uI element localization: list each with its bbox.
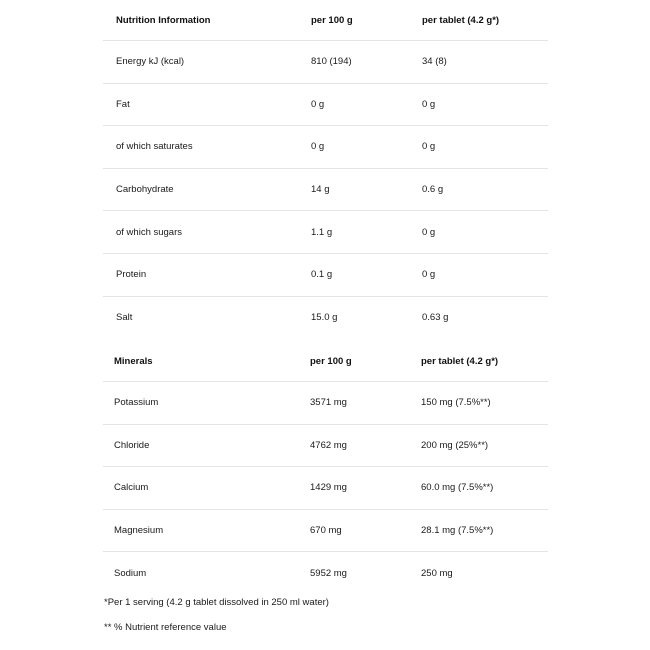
minerals-header-row — [103, 341, 548, 382]
table-row — [103, 297, 548, 340]
nutrient-name: Protein — [116, 269, 147, 281]
value-per100g: 670 mg — [310, 525, 342, 537]
value-per-tablet: 0 g — [422, 98, 436, 110]
table-row — [103, 169, 548, 212]
value-per-tablet: 34 (8) — [422, 56, 447, 68]
footnote-serving: *Per 1 serving (4.2 g tablet dissolved in 250 ml water) — [104, 597, 329, 608]
value-per100g: 14 g — [311, 184, 330, 196]
value-per100g: 0.1 g — [311, 269, 333, 281]
nutrient-name: Fat — [116, 98, 130, 110]
value-per100g: 0 g — [311, 98, 325, 110]
footnote-nrv: ** % Nutrient reference value — [104, 622, 227, 633]
nutrition-header-label: Nutrition Information — [116, 14, 211, 26]
nutrient-name: Carbohydrate — [116, 184, 174, 196]
value-per100g: 0 g — [311, 141, 325, 153]
table-row — [103, 382, 548, 425]
table-row — [103, 84, 548, 127]
value-per100g: 3571 mg — [310, 397, 347, 409]
minerals-header-label: Minerals — [114, 355, 153, 367]
table-row — [103, 467, 548, 510]
minerals-table — [103, 341, 548, 595]
value-per-tablet: 28.1 mg (7.5%**) — [421, 525, 494, 537]
nutrient-name: of which sugars — [116, 226, 183, 238]
value-per-tablet: 0.63 g — [422, 312, 449, 324]
table-row — [103, 254, 548, 297]
mineral-name: Chloride — [114, 439, 150, 451]
value-per-tablet: 250 mg — [421, 568, 453, 580]
table-row — [103, 552, 548, 595]
value-per100g: 5952 mg — [310, 568, 347, 580]
nutrient-name: Salt — [116, 312, 133, 324]
minerals-header-per-tablet: per tablet (4.2 g*) — [421, 355, 499, 367]
value-per-tablet: 200 mg (25%**) — [421, 439, 489, 451]
table-row — [103, 41, 548, 84]
value-per100g: 4762 mg — [310, 439, 347, 451]
nutrition-table — [103, 0, 548, 339]
value-per-tablet: 0.6 g — [422, 184, 444, 196]
mineral-name: Potassium — [114, 397, 159, 409]
footnotes — [104, 590, 329, 640]
nutrition-header-per-tablet: per tablet (4.2 g*) — [422, 14, 500, 26]
mineral-name: Magnesium — [114, 525, 164, 537]
table-row — [103, 211, 548, 254]
table-row — [103, 126, 548, 169]
nutrient-name: Energy kJ (kcal) — [116, 56, 185, 68]
value-per100g: 15.0 g — [311, 312, 338, 324]
nutrient-name: of which saturates — [116, 141, 193, 153]
minerals-header-per100g: per 100 g — [310, 355, 352, 367]
value-per-tablet: 60.0 mg (7.5%**) — [421, 482, 494, 494]
value-per100g: 1.1 g — [311, 226, 333, 238]
nutrition-header-row — [103, 0, 548, 41]
table-row — [103, 510, 548, 553]
mineral-name: Calcium — [114, 482, 149, 494]
value-per-tablet: 0 g — [422, 226, 436, 238]
table-row — [103, 425, 548, 468]
value-per-tablet: 0 g — [422, 141, 436, 153]
value-per100g: 810 (194) — [311, 56, 352, 68]
value-per-tablet: 150 mg (7.5%**) — [421, 397, 491, 409]
value-per100g: 1429 mg — [310, 482, 347, 494]
nutrition-header-per100g: per 100 g — [311, 14, 353, 26]
mineral-name: Sodium — [114, 568, 147, 580]
value-per-tablet: 0 g — [422, 269, 436, 281]
